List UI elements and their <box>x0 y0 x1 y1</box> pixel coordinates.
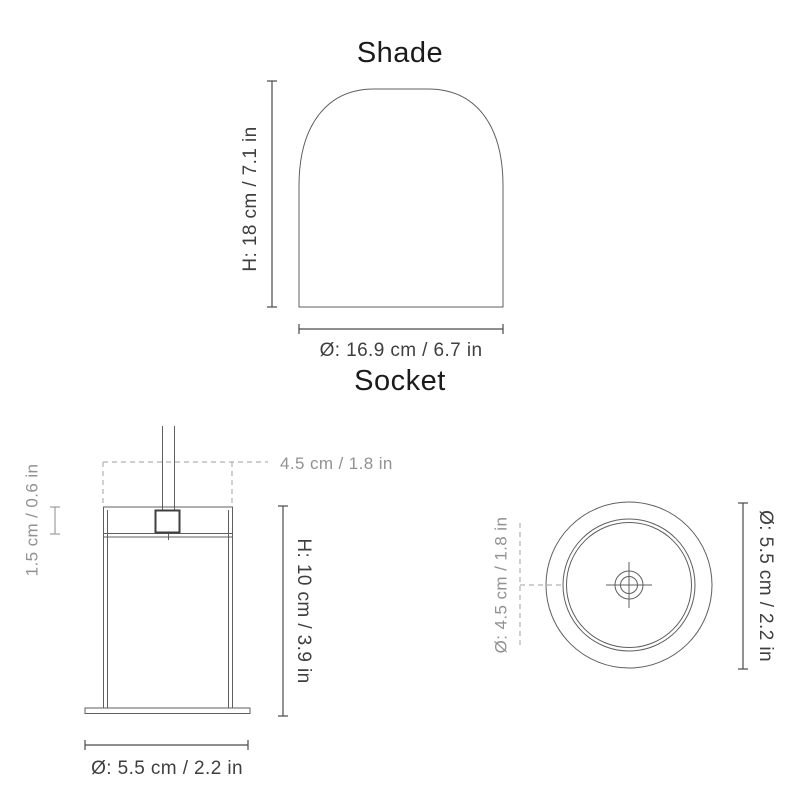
socket-top-inner-diameter-dimension <box>491 517 564 654</box>
socket-side-view <box>22 426 392 779</box>
socket-top-view <box>491 502 776 669</box>
socket-base-diameter-label: Ø: 5.5 cm / 2.2 in <box>91 758 243 779</box>
socket-base-diameter-dimension <box>85 740 248 779</box>
shade-outline <box>299 89 503 307</box>
socket-top-center-hub <box>606 562 652 608</box>
socket-cord <box>163 426 175 540</box>
socket-section-title: Socket <box>354 365 446 397</box>
socket-cord-grip <box>156 511 180 533</box>
shade-section <box>240 37 503 361</box>
shade-diameter-dimension-label: Ø: 16.9 cm / 6.7 in <box>319 340 483 361</box>
socket-top-outer-diameter-label: Ø: 5.5 cm / 2.2 in <box>754 510 776 662</box>
socket-cap-height-dimension <box>22 464 60 577</box>
socket-top-width-projection <box>103 454 393 506</box>
shade-height-dimension <box>240 81 277 307</box>
socket-top-outer-diameter-dimension <box>738 503 776 669</box>
socket-height-dimension-label: H: 10 cm / 3.9 in <box>292 538 314 684</box>
shade-section-title: Shade <box>356 37 444 69</box>
socket-section <box>22 365 776 779</box>
shade-diameter-dimension <box>299 324 503 361</box>
socket-flange <box>85 708 250 714</box>
socket-height-dimension <box>278 506 314 716</box>
socket-body-outline <box>103 507 233 708</box>
socket-top-inner-diameter-label: Ø: 4.5 cm / 1.8 in <box>491 516 511 654</box>
socket-cap-height-label: 1.5 cm / 0.6 in <box>22 463 42 577</box>
shade-height-dimension-label: H: 18 cm / 7.1 in <box>240 126 262 272</box>
socket-top-width-label: 4.5 cm / 1.8 in <box>280 454 393 473</box>
